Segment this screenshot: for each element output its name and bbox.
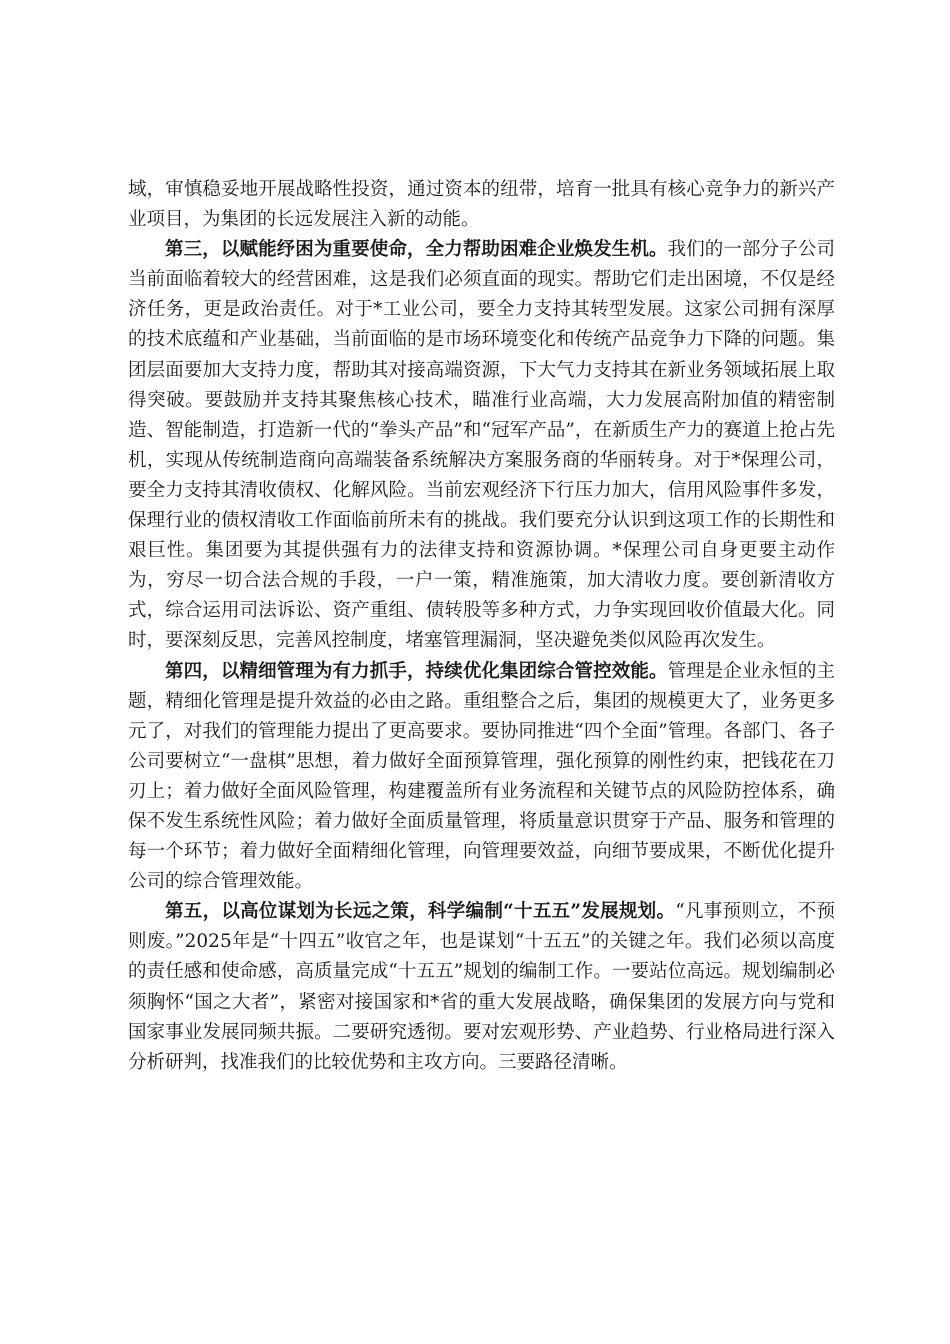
paragraph-point-four	[128, 657, 835, 898]
paragraph-point-five	[128, 897, 835, 1078]
paragraph-text: 我们的一部分子公司当前面临着较大的经营困难，这是我们必须直面的现实。帮助它们走出困境，不仅是经济任务，更是政治责任。对于*工业公司，要全力支持其转型发展。这家公司拥有深厚的技术底蕴和产业基础，当前面临的是市场环境变化和传统产品竞争力下降的问题。集团层面要加大支持力度，帮助其对接高端资源，下大气力支持其在新业务领域拓展上取得突破。要鼓励并支持其聚焦核心技术，瞄准行业高端，大力发展高附加值的精密制造、智能制造，打造新一代的“拳头产品”和“冠军产品”，在新质生产力的赛道上抢占先机，实现从传统制造商向高端装备系统解决方案服务商的华丽转身。对于*保理公司，要全力支持其清收债权、化解风险。当前宏观经济下行压力加大，信用风险事件多发，保理行业的债权清收工作面临前所未有的挑战。我们要充分认识到这项工作的长期性和艰巨性。集团要为其提供强有力的法律支持和资源协调。*保理公司自身更要主动作为，穷尽一切合法合规的手段，一户一策，精准施策，加大清收力度。要创新清收方式，综合运用司法诉讼、资产重组、债转股等多种方式，力争实现回收价值最大化。同时，要深刻反思，完善风控制度，堵塞管理漏洞，坚决避免类似风险再次发生。	[128, 239, 835, 652]
paragraph-text: “凡事预则立，不预则废。”2025年是“十四五”收官之年，也是谋划“十五五”的关键之年。我们必须以高度的责任感和使命感，高质量完成“十五五”规划的编制工作。一要站位高远。规划编制必须胸怀“国之大者”，紧密对接国家和*省的重大发展战略，确保集团的发展方向与党和国家事业发展同频共振。二要研究透彻。要对宏观形势、产业趋势、行业格局进行深入分析研判，找准我们的比较优势和主攻方向。三要路径清晰。	[128, 901, 835, 1073]
paragraph-heading: 第三，以赋能纾困为重要使命，全力帮助困难企业焕发生机。	[165, 239, 668, 261]
paragraph-continuation	[128, 175, 835, 235]
paragraph-point-three	[128, 235, 835, 656]
paragraph-heading: 第五，以高位谋划为长远之策，科学编制“十五五”发展规划。	[165, 901, 676, 923]
paragraph-text: 管理是企业永恒的主题，精细化管理是提升效益的必由之路。重组整合之后，集团的规模更大了，业务更多元了，对我们的管理能力提出了更高要求。要协同推进“四个全面”管理。各部门、各子公司要树立“一盘棋”思想，着力做好全面预算管理，强化预算的刚性约束，把钱花在刀刃上；着力做好全面风险管理，构建覆盖所有业务流程和关键节点的风险防控体系，确保不发生系统性风险；着力做好全面质量管理，将质量意识贯穿于产品、服务和管理的每一个环节；着力做好全面精细化管理，向管理要效益，向细节要成果，不断优化提升公司的综合管理效能。	[128, 660, 835, 893]
document-body	[128, 175, 835, 1078]
paragraph-heading: 第四，以精细管理为有力抓手，持续优化集团综合管控效能。	[165, 660, 668, 682]
paragraph-text: 域，审慎稳妥地开展战略性投资，通过资本的纽带，培育一批具有核心竞争力的新兴产业项目，为集团的长远发展注入新的动能。	[128, 179, 835, 231]
